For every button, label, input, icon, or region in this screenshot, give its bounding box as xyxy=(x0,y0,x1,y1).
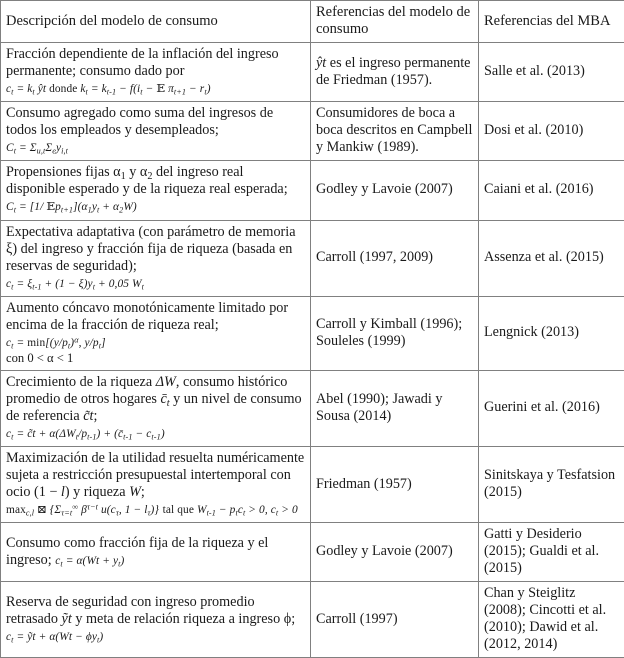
table-header-row xyxy=(1,1,624,43)
cell-model-references: Carroll (1997) xyxy=(311,582,479,658)
description-text: Fracción dependiente de la inflación del ingreso permanente; consumo dado por xyxy=(6,46,305,80)
cell-description xyxy=(1,446,311,522)
description-text: Consumo agregado como suma del ingresos de todos los empleados y desempleados; xyxy=(6,105,305,139)
table-row xyxy=(1,102,624,161)
table-row xyxy=(1,43,624,102)
cell-model-references: Godley y Lavoie (2007) xyxy=(311,161,479,220)
description-text: Crecimiento de la riqueza ΔW, consumo histórico promedio de otros hogares $c̄_t$ y un nivel de consumo de referencia c̃t; xyxy=(6,374,305,425)
description-formula-condition: con 0 < α < 1 xyxy=(6,351,305,366)
cell-description xyxy=(1,220,311,296)
cell-mba-references: Dosi et al. (2010) xyxy=(479,102,624,161)
cell-mba-references: Guerini et al. (2016) xyxy=(479,370,624,446)
table-row xyxy=(1,296,624,370)
description-formula: $c_t = k_t$ ŷt donde $k_t = k_{t-1} - f(i_t$ − 𝔼 $\pi_{t+1} - r_t$) xyxy=(6,83,211,95)
description-formula: $c_t$ = c̃t + $\alpha(\Delta W_t/p_{t-1})$ + $(c̄_{t-1} - c_{t-1})$ xyxy=(6,428,165,440)
description-text: Expectativa adaptativa (con parámetro de memoria ξ) del ingreso y fracción fija de riqueza (basada en reservas de seguridad); xyxy=(6,224,305,275)
description-text: Consumo como fracción fija de la riqueza y el ingreso; $c_t = \alpha(Wt + y_t)$ xyxy=(6,535,305,569)
cell-mba-references: Caiani et al. (2016) xyxy=(479,161,624,220)
description-text: Aumento cóncavo monotónicamente limitado por encima de la fracción de riqueza real; xyxy=(6,300,305,334)
cell-model-references: ŷt es el ingreso permanente de Friedman (1957). xyxy=(311,43,479,102)
table-row xyxy=(1,161,624,220)
table-row xyxy=(1,523,624,582)
description-text: Propensiones fijas $\alpha_1$ y $\alpha_2$ del ingreso real disponible esperado y de la riqueza real esperada; $C_t = [1/$ $𝔼p_{t+1}](\alpha_1y_t + \alpha_2W)$ xyxy=(6,164,305,215)
description-formula: $c_t = \min[(y/p_t)^\alpha$, $y/p_t$] xyxy=(6,337,106,349)
column-header-mba-references: Referencias del MBA xyxy=(479,1,624,43)
description-formula: $C_t = \Sigma_{u,t}\Sigma_ey_{i,t}$ xyxy=(6,142,68,154)
cell-model-references: Carroll (1997, 2009) xyxy=(311,220,479,296)
description-formula: $c_t = \xi_{t-1} + (1 - \xi)y_t + 0,05$ $W_t$ xyxy=(6,278,144,290)
column-header-model-references: Referencias del modelo de consumo xyxy=(311,1,479,43)
cell-model-references: Godley y Lavoie (2007) xyxy=(311,523,479,582)
description-formula: $\max_{c,l}$ ⊠ {$\Sigma_{\tau=t}^\infty$ $\beta^{\tau-t}$ $u(c_\tau$, $1 - l_\tau$)} xyxy=(6,504,159,516)
description-formula-condition: tal que $W_{t-1} - p_tc_t > 0$, $c_t > 0$ xyxy=(163,504,298,516)
column-header-description: Descripción del modelo de consumo xyxy=(1,1,311,43)
cell-model-references: Consumidores de boca a boca descritos en Campbell y Mankiw (1989). xyxy=(311,102,479,161)
cell-mba-references: Lengnick (2013) xyxy=(479,296,624,370)
cell-mba-references: Gatti y Desiderio (2015); Gualdi et al. (2015) xyxy=(479,523,624,582)
cell-description xyxy=(1,370,311,446)
cell-description xyxy=(1,43,311,102)
table-row xyxy=(1,220,624,296)
cell-description xyxy=(1,161,311,220)
description-text: Maximización de la utilidad resuelta numéricamente sujeta a restricción presupuestal intertemporal con ocio (1 − l) y riqueza W; xyxy=(6,450,305,501)
table-row xyxy=(1,370,624,446)
cell-model-references: Abel (1990); Jawadi y Sousa (2014) xyxy=(311,370,479,446)
cell-model-references: Friedman (1957) xyxy=(311,446,479,522)
cell-description xyxy=(1,582,311,658)
cell-description xyxy=(1,523,311,582)
cell-description xyxy=(1,296,311,370)
cell-mba-references: Sinitskaya y Tesfatsion (2015) xyxy=(479,446,624,522)
cell-mba-references: Salle et al. (2013) xyxy=(479,43,624,102)
description-text: Reserva de seguridad con ingreso promedio retrasado ỹt y meta de relación riqueza a ingreso ϕ; $c_t$ = ỹt + $\alpha(Wt - \phi y_t)$ xyxy=(6,594,305,645)
table-row xyxy=(1,582,624,658)
cell-mba-references: Chan y Steiglitz (2008); Cincotti et al. (2010); Dawid et al. (2012, 2014) xyxy=(479,582,624,658)
cell-model-references: Carroll y Kimball (1996); Souleles (1999) xyxy=(311,296,479,370)
cell-mba-references: Assenza et al. (2015) xyxy=(479,220,624,296)
cell-description xyxy=(1,102,311,161)
table-row xyxy=(1,446,624,522)
